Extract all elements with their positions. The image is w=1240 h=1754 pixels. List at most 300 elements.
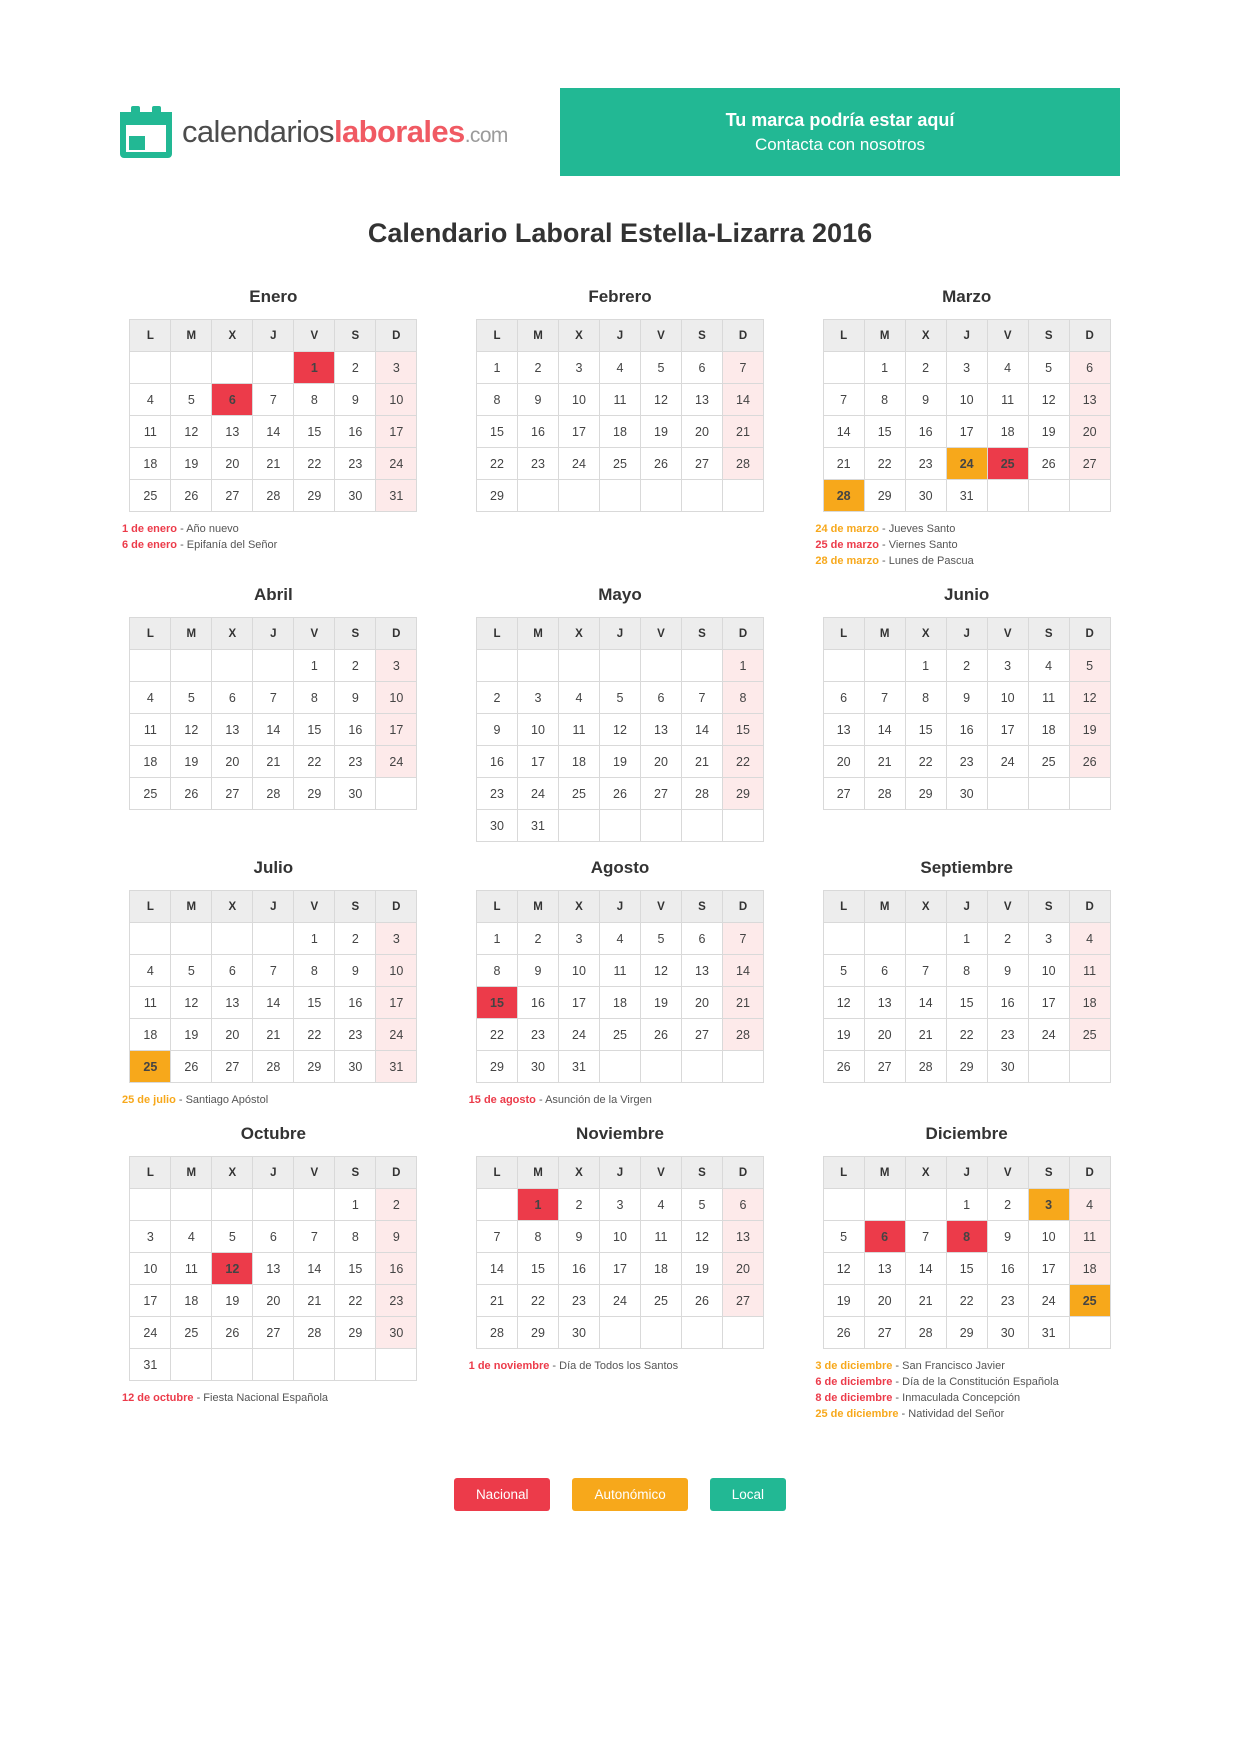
day-cell[interactable]: 11 bbox=[558, 714, 599, 746]
day-cell[interactable]: 27 bbox=[823, 778, 864, 810]
day-cell[interactable]: 27 bbox=[722, 1285, 763, 1317]
day-cell[interactable]: 8 bbox=[946, 955, 987, 987]
day-cell[interactable]: 26 bbox=[171, 778, 212, 810]
day-cell[interactable]: 27 bbox=[1069, 448, 1110, 480]
day-cell[interactable]: 29 bbox=[476, 1051, 517, 1083]
day-cell[interactable]: 28 bbox=[253, 1051, 294, 1083]
day-cell[interactable]: 3 bbox=[376, 923, 417, 955]
day-cell[interactable]: 11 bbox=[599, 955, 640, 987]
day-cell[interactable]: 3 bbox=[376, 352, 417, 384]
day-cell[interactable]: 28 bbox=[476, 1317, 517, 1349]
day-cell[interactable]: 13 bbox=[253, 1253, 294, 1285]
holiday-day-cell[interactable]: 24 bbox=[946, 448, 987, 480]
day-cell[interactable]: 3 bbox=[946, 352, 987, 384]
day-cell[interactable]: 13 bbox=[864, 1253, 905, 1285]
day-cell[interactable]: 3 bbox=[987, 650, 1028, 682]
day-cell[interactable]: 15 bbox=[946, 987, 987, 1019]
holiday-day-cell[interactable]: 3 bbox=[1028, 1189, 1069, 1221]
day-cell[interactable]: 24 bbox=[987, 746, 1028, 778]
day-cell[interactable]: 20 bbox=[253, 1285, 294, 1317]
day-cell[interactable]: 31 bbox=[946, 480, 987, 512]
ad-banner[interactable] bbox=[560, 88, 1120, 176]
day-cell[interactable]: 19 bbox=[640, 416, 681, 448]
day-cell[interactable]: 13 bbox=[640, 714, 681, 746]
day-cell[interactable]: 28 bbox=[905, 1051, 946, 1083]
day-cell[interactable]: 7 bbox=[905, 955, 946, 987]
day-cell[interactable]: 9 bbox=[376, 1221, 417, 1253]
day-cell[interactable]: 5 bbox=[212, 1221, 253, 1253]
day-cell[interactable]: 27 bbox=[640, 778, 681, 810]
day-cell[interactable]: 30 bbox=[987, 1051, 1028, 1083]
day-cell[interactable]: 15 bbox=[294, 987, 335, 1019]
day-cell[interactable]: 21 bbox=[476, 1285, 517, 1317]
day-cell[interactable]: 9 bbox=[987, 1221, 1028, 1253]
day-cell[interactable]: 29 bbox=[294, 778, 335, 810]
legend-chip-nac[interactable]: Nacional bbox=[454, 1478, 551, 1511]
day-cell[interactable]: 26 bbox=[599, 778, 640, 810]
day-cell[interactable]: 31 bbox=[376, 480, 417, 512]
day-cell[interactable]: 23 bbox=[987, 1019, 1028, 1051]
day-cell[interactable]: 12 bbox=[171, 416, 212, 448]
day-cell[interactable]: 16 bbox=[905, 416, 946, 448]
day-cell[interactable]: 17 bbox=[517, 746, 558, 778]
day-cell[interactable]: 17 bbox=[376, 416, 417, 448]
day-cell[interactable]: 12 bbox=[823, 987, 864, 1019]
holiday-day-cell[interactable]: 25 bbox=[130, 1051, 171, 1083]
site-logo[interactable] bbox=[120, 88, 508, 158]
day-cell[interactable]: 29 bbox=[905, 778, 946, 810]
day-cell[interactable]: 15 bbox=[517, 1253, 558, 1285]
day-cell[interactable]: 6 bbox=[823, 682, 864, 714]
day-cell[interactable]: 31 bbox=[130, 1349, 171, 1381]
day-cell[interactable]: 30 bbox=[905, 480, 946, 512]
day-cell[interactable]: 19 bbox=[640, 987, 681, 1019]
day-cell[interactable]: 4 bbox=[171, 1221, 212, 1253]
day-cell[interactable]: 10 bbox=[376, 682, 417, 714]
day-cell[interactable]: 10 bbox=[558, 955, 599, 987]
day-cell[interactable]: 21 bbox=[722, 987, 763, 1019]
day-cell[interactable]: 22 bbox=[476, 448, 517, 480]
day-cell[interactable]: 27 bbox=[864, 1051, 905, 1083]
day-cell[interactable]: 7 bbox=[253, 955, 294, 987]
day-cell[interactable]: 19 bbox=[823, 1285, 864, 1317]
day-cell[interactable]: 1 bbox=[476, 352, 517, 384]
day-cell[interactable]: 29 bbox=[476, 480, 517, 512]
day-cell[interactable]: 21 bbox=[823, 448, 864, 480]
day-cell[interactable]: 15 bbox=[722, 714, 763, 746]
day-cell[interactable]: 21 bbox=[253, 746, 294, 778]
day-cell[interactable]: 27 bbox=[253, 1317, 294, 1349]
day-cell[interactable]: 24 bbox=[558, 1019, 599, 1051]
day-cell[interactable]: 15 bbox=[476, 416, 517, 448]
day-cell[interactable]: 18 bbox=[130, 746, 171, 778]
day-cell[interactable]: 25 bbox=[1069, 1019, 1110, 1051]
day-cell[interactable]: 24 bbox=[1028, 1019, 1069, 1051]
day-cell[interactable]: 26 bbox=[1069, 746, 1110, 778]
day-cell[interactable]: 9 bbox=[946, 682, 987, 714]
day-cell[interactable]: 20 bbox=[864, 1285, 905, 1317]
day-cell[interactable]: 30 bbox=[376, 1317, 417, 1349]
day-cell[interactable]: 30 bbox=[476, 810, 517, 842]
day-cell[interactable]: 7 bbox=[476, 1221, 517, 1253]
day-cell[interactable]: 12 bbox=[640, 384, 681, 416]
day-cell[interactable]: 25 bbox=[640, 1285, 681, 1317]
day-cell[interactable]: 10 bbox=[517, 714, 558, 746]
day-cell[interactable]: 19 bbox=[681, 1253, 722, 1285]
day-cell[interactable]: 10 bbox=[946, 384, 987, 416]
day-cell[interactable]: 22 bbox=[905, 746, 946, 778]
day-cell[interactable]: 12 bbox=[171, 714, 212, 746]
day-cell[interactable]: 14 bbox=[476, 1253, 517, 1285]
day-cell[interactable]: 14 bbox=[253, 416, 294, 448]
day-cell[interactable]: 23 bbox=[905, 448, 946, 480]
day-cell[interactable]: 14 bbox=[294, 1253, 335, 1285]
day-cell[interactable]: 2 bbox=[905, 352, 946, 384]
day-cell[interactable]: 1 bbox=[864, 352, 905, 384]
day-cell[interactable]: 27 bbox=[681, 1019, 722, 1051]
day-cell[interactable]: 5 bbox=[171, 682, 212, 714]
holiday-day-cell[interactable]: 25 bbox=[1069, 1285, 1110, 1317]
day-cell[interactable]: 14 bbox=[722, 955, 763, 987]
day-cell[interactable]: 6 bbox=[681, 923, 722, 955]
day-cell[interactable]: 21 bbox=[253, 448, 294, 480]
day-cell[interactable]: 12 bbox=[681, 1221, 722, 1253]
day-cell[interactable]: 14 bbox=[253, 987, 294, 1019]
day-cell[interactable]: 21 bbox=[294, 1285, 335, 1317]
day-cell[interactable]: 6 bbox=[722, 1189, 763, 1221]
day-cell[interactable]: 2 bbox=[558, 1189, 599, 1221]
holiday-day-cell[interactable]: 6 bbox=[212, 384, 253, 416]
day-cell[interactable]: 5 bbox=[1028, 352, 1069, 384]
day-cell[interactable]: 7 bbox=[823, 384, 864, 416]
day-cell[interactable]: 5 bbox=[640, 352, 681, 384]
day-cell[interactable]: 21 bbox=[681, 746, 722, 778]
day-cell[interactable]: 29 bbox=[294, 1051, 335, 1083]
day-cell[interactable]: 17 bbox=[946, 416, 987, 448]
day-cell[interactable]: 1 bbox=[722, 650, 763, 682]
day-cell[interactable]: 11 bbox=[640, 1221, 681, 1253]
holiday-day-cell[interactable]: 1 bbox=[517, 1189, 558, 1221]
holiday-day-cell[interactable]: 28 bbox=[823, 480, 864, 512]
day-cell[interactable]: 24 bbox=[517, 778, 558, 810]
day-cell[interactable]: 23 bbox=[517, 1019, 558, 1051]
day-cell[interactable]: 16 bbox=[335, 714, 376, 746]
day-cell[interactable]: 9 bbox=[558, 1221, 599, 1253]
day-cell[interactable]: 18 bbox=[1069, 987, 1110, 1019]
day-cell[interactable]: 5 bbox=[171, 384, 212, 416]
day-cell[interactable]: 16 bbox=[987, 1253, 1028, 1285]
day-cell[interactable]: 19 bbox=[599, 746, 640, 778]
day-cell[interactable]: 15 bbox=[905, 714, 946, 746]
day-cell[interactable]: 13 bbox=[212, 987, 253, 1019]
day-cell[interactable]: 16 bbox=[335, 416, 376, 448]
day-cell[interactable]: 22 bbox=[864, 448, 905, 480]
day-cell[interactable]: 22 bbox=[476, 1019, 517, 1051]
day-cell[interactable]: 7 bbox=[722, 923, 763, 955]
day-cell[interactable]: 13 bbox=[681, 955, 722, 987]
day-cell[interactable]: 25 bbox=[130, 480, 171, 512]
day-cell[interactable]: 23 bbox=[335, 448, 376, 480]
day-cell[interactable]: 23 bbox=[987, 1285, 1028, 1317]
day-cell[interactable]: 25 bbox=[130, 778, 171, 810]
day-cell[interactable]: 12 bbox=[823, 1253, 864, 1285]
day-cell[interactable]: 24 bbox=[376, 1019, 417, 1051]
day-cell[interactable]: 20 bbox=[823, 746, 864, 778]
day-cell[interactable]: 5 bbox=[599, 682, 640, 714]
day-cell[interactable]: 16 bbox=[476, 746, 517, 778]
holiday-day-cell[interactable]: 6 bbox=[864, 1221, 905, 1253]
day-cell[interactable]: 18 bbox=[640, 1253, 681, 1285]
day-cell[interactable]: 16 bbox=[517, 416, 558, 448]
day-cell[interactable]: 26 bbox=[1028, 448, 1069, 480]
day-cell[interactable]: 27 bbox=[212, 480, 253, 512]
day-cell[interactable]: 17 bbox=[1028, 987, 1069, 1019]
day-cell[interactable]: 4 bbox=[130, 955, 171, 987]
day-cell[interactable]: 11 bbox=[171, 1253, 212, 1285]
day-cell[interactable]: 5 bbox=[823, 955, 864, 987]
day-cell[interactable]: 22 bbox=[946, 1285, 987, 1317]
day-cell[interactable]: 21 bbox=[905, 1019, 946, 1051]
day-cell[interactable]: 24 bbox=[130, 1317, 171, 1349]
day-cell[interactable]: 21 bbox=[253, 1019, 294, 1051]
day-cell[interactable]: 4 bbox=[640, 1189, 681, 1221]
day-cell[interactable]: 2 bbox=[476, 682, 517, 714]
day-cell[interactable]: 29 bbox=[517, 1317, 558, 1349]
day-cell[interactable]: 31 bbox=[1028, 1317, 1069, 1349]
day-cell[interactable]: 30 bbox=[335, 1051, 376, 1083]
day-cell[interactable]: 2 bbox=[987, 923, 1028, 955]
day-cell[interactable]: 1 bbox=[294, 923, 335, 955]
day-cell[interactable]: 9 bbox=[517, 384, 558, 416]
day-cell[interactable]: 10 bbox=[599, 1221, 640, 1253]
day-cell[interactable]: 26 bbox=[823, 1051, 864, 1083]
day-cell[interactable]: 14 bbox=[681, 714, 722, 746]
day-cell[interactable]: 29 bbox=[946, 1317, 987, 1349]
day-cell[interactable]: 25 bbox=[1028, 746, 1069, 778]
day-cell[interactable]: 26 bbox=[171, 1051, 212, 1083]
day-cell[interactable]: 30 bbox=[946, 778, 987, 810]
day-cell[interactable]: 9 bbox=[335, 682, 376, 714]
day-cell[interactable]: 20 bbox=[864, 1019, 905, 1051]
day-cell[interactable]: 29 bbox=[722, 778, 763, 810]
day-cell[interactable]: 16 bbox=[987, 987, 1028, 1019]
day-cell[interactable]: 13 bbox=[681, 384, 722, 416]
day-cell[interactable]: 15 bbox=[335, 1253, 376, 1285]
day-cell[interactable]: 19 bbox=[1028, 416, 1069, 448]
day-cell[interactable]: 2 bbox=[335, 923, 376, 955]
day-cell[interactable]: 24 bbox=[1028, 1285, 1069, 1317]
day-cell[interactable]: 11 bbox=[1069, 1221, 1110, 1253]
day-cell[interactable]: 13 bbox=[864, 987, 905, 1019]
day-cell[interactable]: 11 bbox=[987, 384, 1028, 416]
day-cell[interactable]: 18 bbox=[987, 416, 1028, 448]
day-cell[interactable]: 8 bbox=[476, 955, 517, 987]
day-cell[interactable]: 2 bbox=[517, 923, 558, 955]
day-cell[interactable]: 26 bbox=[640, 448, 681, 480]
day-cell[interactable]: 28 bbox=[253, 480, 294, 512]
day-cell[interactable]: 2 bbox=[376, 1189, 417, 1221]
day-cell[interactable]: 17 bbox=[376, 987, 417, 1019]
day-cell[interactable]: 18 bbox=[130, 1019, 171, 1051]
day-cell[interactable]: 4 bbox=[599, 923, 640, 955]
day-cell[interactable]: 13 bbox=[212, 416, 253, 448]
day-cell[interactable]: 21 bbox=[722, 416, 763, 448]
day-cell[interactable]: 12 bbox=[640, 955, 681, 987]
day-cell[interactable]: 17 bbox=[599, 1253, 640, 1285]
day-cell[interactable]: 9 bbox=[335, 955, 376, 987]
day-cell[interactable]: 7 bbox=[294, 1221, 335, 1253]
day-cell[interactable]: 4 bbox=[1069, 923, 1110, 955]
day-cell[interactable]: 3 bbox=[517, 682, 558, 714]
day-cell[interactable]: 10 bbox=[130, 1253, 171, 1285]
day-cell[interactable]: 10 bbox=[1028, 1221, 1069, 1253]
day-cell[interactable]: 11 bbox=[599, 384, 640, 416]
day-cell[interactable]: 22 bbox=[335, 1285, 376, 1317]
day-cell[interactable]: 20 bbox=[681, 416, 722, 448]
holiday-day-cell[interactable]: 12 bbox=[212, 1253, 253, 1285]
day-cell[interactable]: 1 bbox=[476, 923, 517, 955]
day-cell[interactable]: 3 bbox=[558, 352, 599, 384]
day-cell[interactable]: 23 bbox=[335, 1019, 376, 1051]
day-cell[interactable]: 5 bbox=[171, 955, 212, 987]
day-cell[interactable]: 26 bbox=[212, 1317, 253, 1349]
day-cell[interactable]: 11 bbox=[1069, 955, 1110, 987]
day-cell[interactable]: 7 bbox=[905, 1221, 946, 1253]
day-cell[interactable]: 18 bbox=[1069, 1253, 1110, 1285]
day-cell[interactable]: 23 bbox=[558, 1285, 599, 1317]
day-cell[interactable]: 17 bbox=[558, 987, 599, 1019]
day-cell[interactable]: 8 bbox=[864, 384, 905, 416]
day-cell[interactable]: 4 bbox=[599, 352, 640, 384]
day-cell[interactable]: 2 bbox=[946, 650, 987, 682]
day-cell[interactable]: 26 bbox=[681, 1285, 722, 1317]
day-cell[interactable]: 8 bbox=[335, 1221, 376, 1253]
day-cell[interactable]: 19 bbox=[1069, 714, 1110, 746]
day-cell[interactable]: 2 bbox=[987, 1189, 1028, 1221]
day-cell[interactable]: 12 bbox=[1028, 384, 1069, 416]
day-cell[interactable]: 1 bbox=[294, 650, 335, 682]
legend-chip-loc[interactable]: Local bbox=[710, 1478, 786, 1511]
day-cell[interactable]: 8 bbox=[294, 955, 335, 987]
day-cell[interactable]: 6 bbox=[640, 682, 681, 714]
day-cell[interactable]: 1 bbox=[946, 1189, 987, 1221]
day-cell[interactable]: 1 bbox=[946, 923, 987, 955]
day-cell[interactable]: 15 bbox=[864, 416, 905, 448]
day-cell[interactable]: 8 bbox=[722, 682, 763, 714]
day-cell[interactable]: 9 bbox=[335, 384, 376, 416]
day-cell[interactable]: 10 bbox=[376, 384, 417, 416]
day-cell[interactable]: 19 bbox=[171, 1019, 212, 1051]
day-cell[interactable]: 27 bbox=[212, 1051, 253, 1083]
day-cell[interactable]: 16 bbox=[946, 714, 987, 746]
day-cell[interactable]: 9 bbox=[517, 955, 558, 987]
day-cell[interactable]: 13 bbox=[212, 714, 253, 746]
day-cell[interactable]: 9 bbox=[987, 955, 1028, 987]
day-cell[interactable]: 5 bbox=[681, 1189, 722, 1221]
day-cell[interactable]: 4 bbox=[130, 384, 171, 416]
day-cell[interactable]: 20 bbox=[1069, 416, 1110, 448]
day-cell[interactable]: 19 bbox=[171, 746, 212, 778]
day-cell[interactable]: 6 bbox=[253, 1221, 294, 1253]
day-cell[interactable]: 2 bbox=[517, 352, 558, 384]
day-cell[interactable]: 28 bbox=[722, 448, 763, 480]
day-cell[interactable]: 29 bbox=[864, 480, 905, 512]
day-cell[interactable]: 13 bbox=[823, 714, 864, 746]
day-cell[interactable]: 22 bbox=[294, 1019, 335, 1051]
day-cell[interactable]: 7 bbox=[253, 682, 294, 714]
day-cell[interactable]: 22 bbox=[946, 1019, 987, 1051]
day-cell[interactable]: 17 bbox=[558, 416, 599, 448]
day-cell[interactable]: 22 bbox=[722, 746, 763, 778]
day-cell[interactable]: 9 bbox=[905, 384, 946, 416]
day-cell[interactable]: 28 bbox=[864, 778, 905, 810]
legend-chip-aut[interactable]: Autonómico bbox=[572, 1478, 687, 1511]
day-cell[interactable]: 7 bbox=[864, 682, 905, 714]
day-cell[interactable]: 17 bbox=[987, 714, 1028, 746]
day-cell[interactable]: 23 bbox=[946, 746, 987, 778]
day-cell[interactable]: 1 bbox=[335, 1189, 376, 1221]
day-cell[interactable]: 22 bbox=[517, 1285, 558, 1317]
day-cell[interactable]: 19 bbox=[823, 1019, 864, 1051]
day-cell[interactable]: 29 bbox=[294, 480, 335, 512]
day-cell[interactable]: 3 bbox=[376, 650, 417, 682]
day-cell[interactable]: 31 bbox=[376, 1051, 417, 1083]
day-cell[interactable]: 24 bbox=[376, 448, 417, 480]
day-cell[interactable]: 4 bbox=[558, 682, 599, 714]
day-cell[interactable]: 23 bbox=[376, 1285, 417, 1317]
day-cell[interactable]: 11 bbox=[130, 987, 171, 1019]
day-cell[interactable]: 8 bbox=[476, 384, 517, 416]
day-cell[interactable]: 21 bbox=[864, 746, 905, 778]
day-cell[interactable]: 14 bbox=[905, 1253, 946, 1285]
day-cell[interactable]: 10 bbox=[558, 384, 599, 416]
day-cell[interactable]: 2 bbox=[335, 650, 376, 682]
day-cell[interactable]: 20 bbox=[640, 746, 681, 778]
day-cell[interactable]: 30 bbox=[335, 778, 376, 810]
day-cell[interactable]: 27 bbox=[212, 778, 253, 810]
day-cell[interactable]: 30 bbox=[335, 480, 376, 512]
day-cell[interactable]: 27 bbox=[864, 1317, 905, 1349]
day-cell[interactable]: 30 bbox=[558, 1317, 599, 1349]
holiday-day-cell[interactable]: 25 bbox=[987, 448, 1028, 480]
day-cell[interactable]: 1 bbox=[905, 650, 946, 682]
day-cell[interactable]: 23 bbox=[335, 746, 376, 778]
day-cell[interactable]: 11 bbox=[1028, 682, 1069, 714]
day-cell[interactable]: 6 bbox=[212, 955, 253, 987]
day-cell[interactable]: 17 bbox=[376, 714, 417, 746]
day-cell[interactable]: 25 bbox=[171, 1317, 212, 1349]
day-cell[interactable]: 10 bbox=[376, 955, 417, 987]
day-cell[interactable]: 14 bbox=[722, 384, 763, 416]
day-cell[interactable]: 5 bbox=[1069, 650, 1110, 682]
day-cell[interactable]: 20 bbox=[681, 987, 722, 1019]
day-cell[interactable]: 9 bbox=[476, 714, 517, 746]
day-cell[interactable]: 10 bbox=[987, 682, 1028, 714]
day-cell[interactable]: 26 bbox=[640, 1019, 681, 1051]
day-cell[interactable]: 4 bbox=[1069, 1189, 1110, 1221]
day-cell[interactable]: 8 bbox=[294, 384, 335, 416]
day-cell[interactable]: 31 bbox=[558, 1051, 599, 1083]
day-cell[interactable]: 28 bbox=[294, 1317, 335, 1349]
day-cell[interactable]: 13 bbox=[1069, 384, 1110, 416]
day-cell[interactable]: 16 bbox=[335, 987, 376, 1019]
day-cell[interactable]: 15 bbox=[294, 714, 335, 746]
day-cell[interactable]: 23 bbox=[476, 778, 517, 810]
day-cell[interactable]: 5 bbox=[823, 1221, 864, 1253]
day-cell[interactable]: 6 bbox=[681, 352, 722, 384]
day-cell[interactable]: 7 bbox=[253, 384, 294, 416]
day-cell[interactable]: 25 bbox=[558, 778, 599, 810]
